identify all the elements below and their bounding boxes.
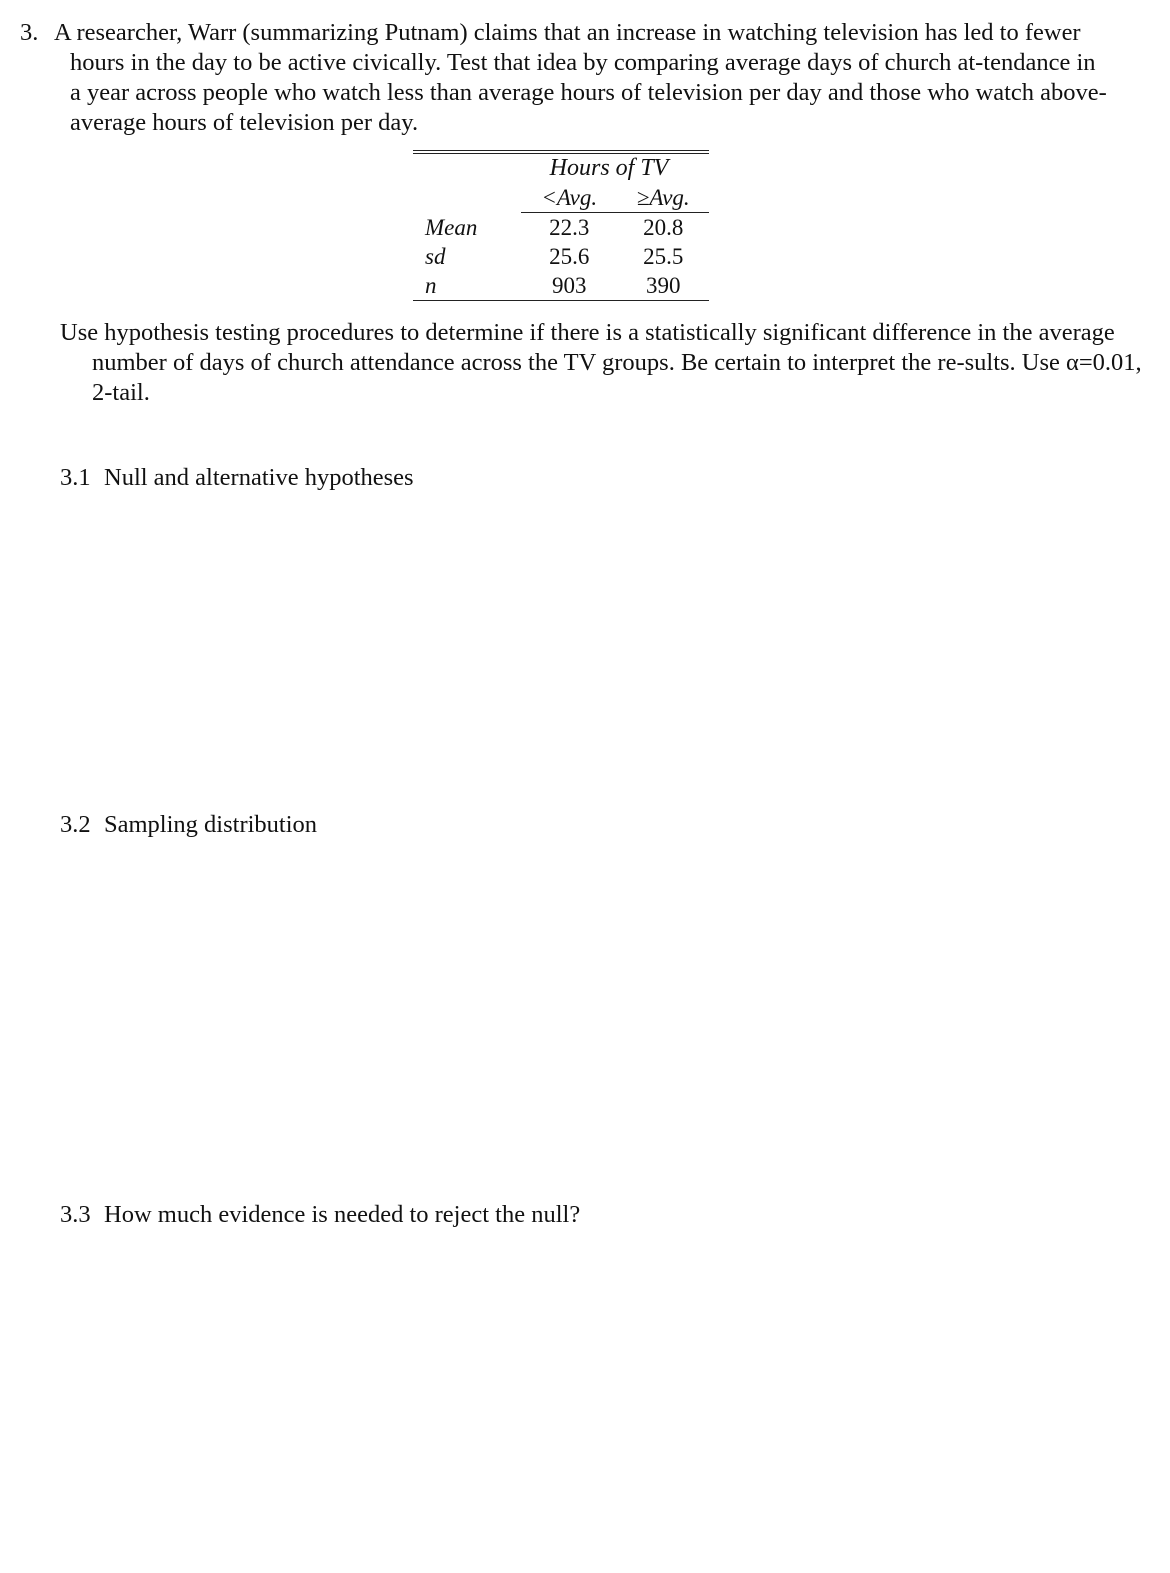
question-block — [20, 18, 1110, 138]
row-label-mean: Mean — [425, 214, 478, 240]
sd-above-avg: 25.5 — [643, 244, 684, 269]
section-title: Null and alternative hypotheses — [104, 464, 414, 491]
table-corner — [413, 183, 521, 213]
section-3-2-heading — [60, 810, 317, 840]
answer-space-3-3[interactable] — [60, 1237, 1110, 1557]
section-3-3-heading — [60, 1200, 580, 1230]
section-number: 3.1 — [60, 464, 91, 491]
table-spanner-row — [413, 154, 709, 183]
row-label-n: n — [413, 271, 521, 301]
instruction-text: Use hypothesis testing procedures to determine if there is a statistically significant difference in the average number of days of church attendance across the TV groups. Be certain to interpret the re-sults. Use α=0.01, 2-tail. — [60, 319, 1142, 406]
table-row — [413, 213, 709, 243]
section-number: 3.3 — [60, 1201, 91, 1228]
stats-table — [413, 154, 709, 301]
section-3-1-heading — [60, 463, 414, 493]
mean-below-avg: 22.3 — [549, 215, 590, 240]
question-number: 3. — [20, 19, 39, 46]
answer-space-3-2[interactable] — [60, 847, 1110, 1187]
column-header-below-avg: <Avg. — [521, 183, 618, 213]
table-row — [413, 271, 709, 301]
section-title: Sampling distribution — [104, 811, 318, 838]
table-header-row — [413, 183, 709, 213]
table-row — [413, 242, 709, 271]
n-below-avg: 903 — [521, 271, 618, 301]
mean-above-avg: 20.8 — [643, 215, 684, 240]
section-title: How much evidence is needed to reject the null? — [104, 1201, 581, 1228]
table-spanner: Hours of TV — [549, 155, 669, 181]
column-header-above-avg: ≥Avg. — [618, 183, 710, 213]
n-above-avg: 390 — [618, 271, 710, 301]
answer-space-3-1[interactable] — [60, 500, 1110, 800]
question-text: A researcher, Warr (summarizing Putnam) claims that an increase in watching television has led to fewer hours in the day to be active civically. Test that idea by comparing average days of church at-tendance in a year across people who watch less than average hours of television per day and those who watch above-average hours of television per day. — [54, 19, 1107, 136]
section-number: 3.2 — [60, 811, 91, 838]
sd-below-avg: 25.6 — [549, 244, 590, 269]
row-label-sd: sd — [425, 244, 446, 269]
summary-table — [413, 150, 709, 301]
